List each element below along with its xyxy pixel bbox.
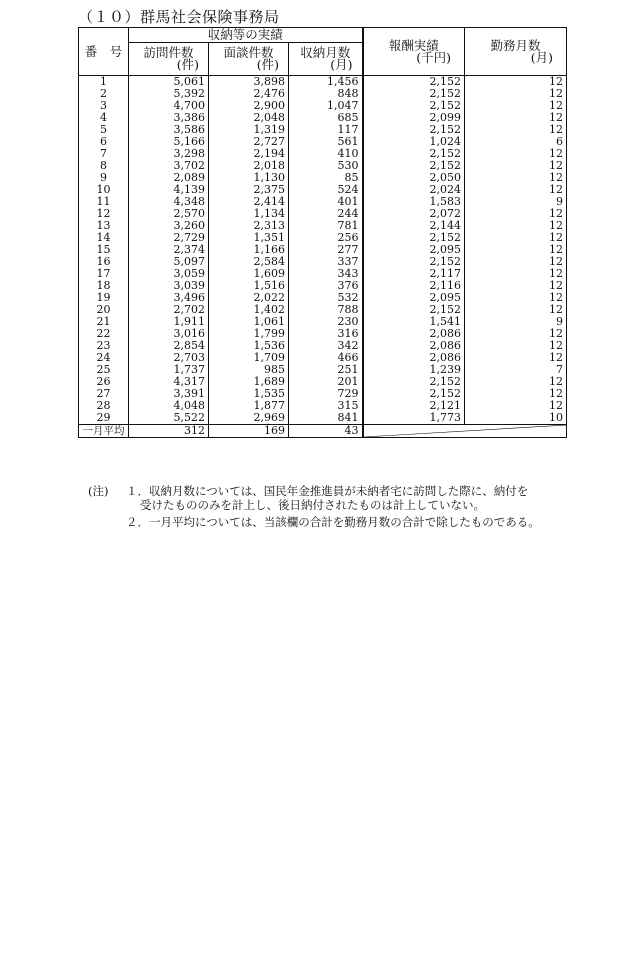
- row-collected: 466: [289, 352, 363, 364]
- row-interviews: 1,402: [209, 304, 289, 316]
- row-work-months: 12: [549, 99, 564, 112]
- table-row: [79, 160, 567, 172]
- table-row: [79, 316, 567, 328]
- row-no: 25: [79, 364, 129, 376]
- row-interviews: 2,727: [209, 136, 289, 148]
- row-visits: 2,703: [129, 352, 209, 364]
- row-pay: 2,152: [363, 148, 465, 160]
- table-row: [79, 412, 567, 425]
- row-no: 21: [79, 316, 129, 328]
- row-interviews: 2,900: [209, 100, 289, 112]
- row-no: 27: [79, 388, 129, 400]
- row-no: 10: [79, 184, 129, 196]
- row-work-months: 12: [549, 243, 564, 256]
- header-pay-label: 報酬実績: [388, 37, 439, 53]
- row-pay: 2,121: [363, 400, 465, 412]
- header-visits-unit: (件): [176, 57, 199, 72]
- row-no: 17: [79, 268, 129, 280]
- row-pay: 2,152: [363, 76, 465, 89]
- row-collected: 256: [289, 232, 363, 244]
- row-interviews: 2,022: [209, 292, 289, 304]
- row-work-months: 12: [549, 171, 564, 184]
- row-visits: 3,496: [129, 292, 209, 304]
- average-label: 一月平均: [79, 425, 129, 438]
- row-pay: 2,024: [363, 184, 465, 196]
- row-no: 3: [79, 100, 129, 112]
- row-interviews: 2,194: [209, 148, 289, 160]
- table-row: [79, 400, 567, 412]
- row-visits: 3,298: [129, 148, 209, 160]
- table-row: [79, 280, 567, 292]
- row-collected: 530: [289, 160, 363, 172]
- row-collected: 201: [289, 376, 363, 388]
- row-visits: 5,097: [129, 256, 209, 268]
- row-interviews: 1,061: [209, 316, 289, 328]
- page-title: （１０）群馬社会保険事務局: [78, 8, 280, 26]
- row-work-months: 12: [549, 267, 564, 280]
- row-visits: 3,016: [129, 328, 209, 340]
- table-row: [79, 208, 567, 220]
- row-interviews: 1,535: [209, 388, 289, 400]
- table-row: [79, 340, 567, 352]
- header-no: 番 号: [79, 28, 129, 76]
- row-visits: 3,702: [129, 160, 209, 172]
- row-visits: 5,166: [129, 136, 209, 148]
- row-no: 7: [79, 148, 129, 160]
- row-interviews: 2,414: [209, 196, 289, 208]
- row-work-months: 10: [549, 411, 564, 424]
- table-row: [79, 376, 567, 388]
- header-work-months-label: 勤務月数: [490, 37, 541, 53]
- row-visits: 2,854: [129, 340, 209, 352]
- row-interviews: 1,516: [209, 280, 289, 292]
- row-pay: 2,099: [363, 112, 465, 124]
- average-visits: 312: [129, 425, 209, 438]
- header-interviews: [209, 43, 289, 76]
- header-work-months-unit: (月): [530, 49, 554, 65]
- row-collected: 117: [289, 124, 363, 136]
- row-pay: 2,086: [363, 328, 465, 340]
- table-row: [79, 124, 567, 136]
- table-row: [79, 220, 567, 232]
- header-collected-months-label: 収納月数: [300, 45, 351, 60]
- average-row: [79, 425, 567, 438]
- table-row: [79, 196, 567, 208]
- table-row: [79, 172, 567, 184]
- header-collected-months: [289, 43, 363, 76]
- note-1-line-1: １．収納月数については、国民年金推進員が未納者宅に訪問した際に、納付を: [126, 484, 529, 498]
- table-row: [79, 328, 567, 340]
- row-pay: 2,152: [363, 376, 465, 388]
- row-collected: 685: [289, 112, 363, 124]
- row-pay: 1,541: [363, 316, 465, 328]
- row-pay: 2,086: [363, 352, 465, 364]
- row-no: 2: [79, 88, 129, 100]
- row-pay: 1,024: [363, 136, 465, 148]
- row-interviews: 1,166: [209, 244, 289, 256]
- row-work-months: 12: [549, 123, 564, 136]
- header-collected-months-unit: (月): [330, 57, 353, 72]
- note-prefix: (注): [88, 484, 109, 498]
- row-collected: 342: [289, 340, 363, 352]
- row-no: 16: [79, 256, 129, 268]
- row-no: 18: [79, 280, 129, 292]
- row-visits: 3,059: [129, 268, 209, 280]
- row-work-months: 12: [549, 231, 564, 244]
- row-no: 1: [79, 76, 129, 89]
- row-visits: 2,089: [129, 172, 209, 184]
- row-collected: 781: [289, 220, 363, 232]
- row-interviews: 1,319: [209, 124, 289, 136]
- row-pay: 1,239: [363, 364, 465, 376]
- row-work-months: 12: [549, 207, 564, 220]
- row-interviews: 2,375: [209, 184, 289, 196]
- row-interviews: 2,476: [209, 88, 289, 100]
- row-no: 24: [79, 352, 129, 364]
- row-collected: 277: [289, 244, 363, 256]
- row-interviews: 2,969: [209, 412, 289, 425]
- row-visits: 4,348: [129, 196, 209, 208]
- row-visits: 5,522: [129, 412, 209, 425]
- row-no: 26: [79, 376, 129, 388]
- row-visits: 3,391: [129, 388, 209, 400]
- table-row: [79, 352, 567, 364]
- row-no: 8: [79, 160, 129, 172]
- row-no: 14: [79, 232, 129, 244]
- row-pay: 2,072: [363, 208, 465, 220]
- row-visits: 4,700: [129, 100, 209, 112]
- row-work-months: 12: [549, 159, 564, 172]
- note-2: ２．一月平均については、当該欄の合計を勤務月数の合計で除したものである。: [126, 515, 540, 529]
- header-visits-label: 訪問件数: [143, 45, 194, 60]
- row-pay: 2,152: [363, 160, 465, 172]
- row-interviews: 2,584: [209, 256, 289, 268]
- row-no: 29: [79, 412, 129, 425]
- row-collected: 848: [289, 88, 363, 100]
- average-interviews: 169: [209, 425, 289, 438]
- row-collected: 251: [289, 364, 363, 376]
- row-no: 19: [79, 292, 129, 304]
- row-collected: 532: [289, 292, 363, 304]
- row-work-months: 6: [556, 135, 564, 148]
- row-work-months: 12: [549, 291, 564, 304]
- row-visits: 4,139: [129, 184, 209, 196]
- row-no: 5: [79, 124, 129, 136]
- row-pay: 2,117: [363, 268, 465, 280]
- performance-table: [78, 27, 567, 438]
- row-work-months: 12: [549, 147, 564, 160]
- table-row: [79, 388, 567, 400]
- row-collected: 1,456: [289, 76, 363, 89]
- row-work-months: 12: [549, 219, 564, 232]
- header-visits: [129, 43, 209, 76]
- table-row: [79, 148, 567, 160]
- row-no: 13: [79, 220, 129, 232]
- row-no: 22: [79, 328, 129, 340]
- row-pay: 2,152: [363, 100, 465, 112]
- row-no: 20: [79, 304, 129, 316]
- row-pay: 2,116: [363, 280, 465, 292]
- row-interviews: 1,351: [209, 232, 289, 244]
- row-pay: 2,086: [363, 340, 465, 352]
- row-no: 23: [79, 340, 129, 352]
- header-pay-unit: (千円): [416, 49, 452, 65]
- row-no: 11: [79, 196, 129, 208]
- row-collected: 376: [289, 280, 363, 292]
- row-interviews: 1,536: [209, 340, 289, 352]
- row-no: 6: [79, 136, 129, 148]
- row-interviews: 3,898: [209, 76, 289, 89]
- row-collected: 524: [289, 184, 363, 196]
- row-pay: 2,152: [363, 388, 465, 400]
- header-group: 収納等の実績: [129, 28, 363, 43]
- row-work-months: 12: [549, 279, 564, 292]
- row-visits: 5,061: [129, 76, 209, 89]
- row-work-months: 12: [549, 399, 564, 412]
- header-pay: [363, 28, 465, 76]
- row-work-months: 9: [556, 315, 564, 328]
- table-row: [79, 268, 567, 280]
- table-row: [79, 76, 567, 89]
- row-visits: 3,260: [129, 220, 209, 232]
- row-work-months: 12: [549, 375, 564, 388]
- row-visits: 3,039: [129, 280, 209, 292]
- table-row: [79, 88, 567, 100]
- row-work-months: 12: [549, 339, 564, 352]
- row-visits: 2,702: [129, 304, 209, 316]
- row-collected: 343: [289, 268, 363, 280]
- row-visits: 5,392: [129, 88, 209, 100]
- row-collected: 316: [289, 328, 363, 340]
- row-work-months: 12: [549, 351, 564, 364]
- row-interviews: 1,709: [209, 352, 289, 364]
- row-pay: 1,583: [363, 196, 465, 208]
- row-collected: 244: [289, 208, 363, 220]
- table-row: [79, 100, 567, 112]
- row-pay: 2,050: [363, 172, 465, 184]
- table-row: [79, 232, 567, 244]
- row-visits: 1,911: [129, 316, 209, 328]
- row-collected: 315: [289, 400, 363, 412]
- table-row: [79, 364, 567, 376]
- average-collected: 43: [289, 425, 363, 438]
- table-row: [79, 244, 567, 256]
- row-work-months: 12: [549, 387, 564, 400]
- row-collected: 788: [289, 304, 363, 316]
- row-work-months: 12: [549, 87, 564, 100]
- table-row: [79, 112, 567, 124]
- row-visits: 3,586: [129, 124, 209, 136]
- average-blank-diagonal: [363, 425, 567, 438]
- row-collected: 561: [289, 136, 363, 148]
- header-work-months: [465, 28, 567, 76]
- table-row: [79, 304, 567, 316]
- row-pay: 2,095: [363, 244, 465, 256]
- row-visits: 3,386: [129, 112, 209, 124]
- row-work-months: 12: [549, 303, 564, 316]
- row-work-months: 12: [549, 111, 564, 124]
- row-pay: 2,095: [363, 292, 465, 304]
- row-pay: 2,152: [363, 88, 465, 100]
- row-interviews: 1,134: [209, 208, 289, 220]
- row-no: 4: [79, 112, 129, 124]
- row-visits: 1,737: [129, 364, 209, 376]
- table-row: [79, 256, 567, 268]
- row-collected: 841: [289, 412, 363, 425]
- row-collected: 1,047: [289, 100, 363, 112]
- table-row: [79, 184, 567, 196]
- row-no: 12: [79, 208, 129, 220]
- row-work-months: 12: [549, 75, 564, 88]
- row-work-months: 7: [556, 363, 564, 376]
- row-interviews: 2,018: [209, 160, 289, 172]
- row-interviews: 2,048: [209, 112, 289, 124]
- row-collected: 230: [289, 316, 363, 328]
- row-work-months: 12: [549, 183, 564, 196]
- row-work-months: 12: [549, 327, 564, 340]
- row-pay: 2,152: [363, 124, 465, 136]
- row-visits: 2,729: [129, 232, 209, 244]
- row-collected: 85: [289, 172, 363, 184]
- row-visits: 2,374: [129, 244, 209, 256]
- table-row: [79, 292, 567, 304]
- header-interviews-unit: (件): [256, 57, 279, 72]
- row-pay: 1,773: [363, 412, 465, 425]
- row-pay: 2,152: [363, 304, 465, 316]
- row-interviews: 1,689: [209, 376, 289, 388]
- row-visits: 4,317: [129, 376, 209, 388]
- row-work-months: 9: [556, 195, 564, 208]
- row-pay: 2,144: [363, 220, 465, 232]
- table-row: [79, 136, 567, 148]
- row-interviews: 2,313: [209, 220, 289, 232]
- row-interviews: 1,609: [209, 268, 289, 280]
- note-1-line-2: 受けたもののみを計上し、後日納付されたものは計上していない。: [140, 498, 485, 512]
- row-no: 15: [79, 244, 129, 256]
- row-no: 9: [79, 172, 129, 184]
- row-work-months: 12: [549, 255, 564, 268]
- row-visits: 2,570: [129, 208, 209, 220]
- diagonal-line: [364, 425, 567, 437]
- row-collected: 729: [289, 388, 363, 400]
- row-pay: 2,152: [363, 256, 465, 268]
- row-collected: 401: [289, 196, 363, 208]
- row-interviews: 1,877: [209, 400, 289, 412]
- row-collected: 337: [289, 256, 363, 268]
- row-interviews: 985: [209, 364, 289, 376]
- row-no: 28: [79, 400, 129, 412]
- row-pay: 2,152: [363, 232, 465, 244]
- header-interviews-label: 面談件数: [223, 45, 274, 60]
- row-interviews: 1,130: [209, 172, 289, 184]
- row-collected: 410: [289, 148, 363, 160]
- row-visits: 4,048: [129, 400, 209, 412]
- row-interviews: 1,799: [209, 328, 289, 340]
